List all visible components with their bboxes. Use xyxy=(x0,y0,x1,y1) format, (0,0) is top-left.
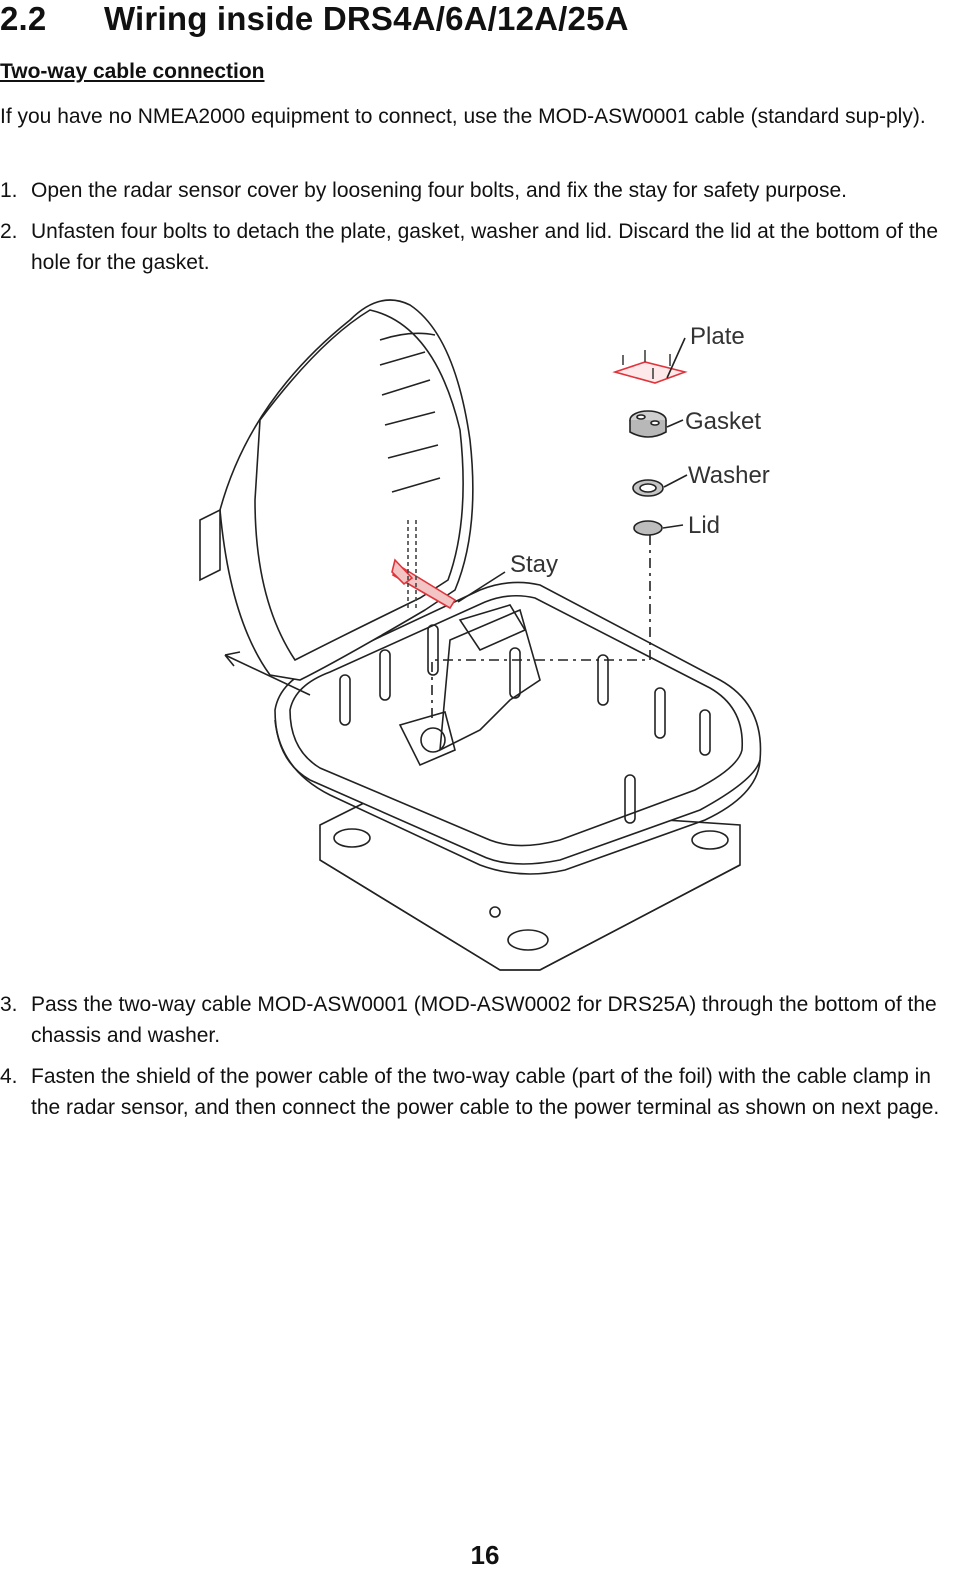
gasket-label: Gasket xyxy=(685,408,762,435)
washer-leader xyxy=(664,475,687,487)
step-item xyxy=(0,1061,965,1123)
step-item xyxy=(0,175,965,206)
section-heading xyxy=(0,0,629,38)
lid-leader xyxy=(663,525,683,528)
washer-part xyxy=(633,480,663,496)
step-item xyxy=(0,216,965,278)
step-text: Open the radar sensor cover by loosening four bolts, and fix the stay for safety purpose. xyxy=(31,179,847,202)
step-number: 1. xyxy=(0,179,18,202)
plate-part xyxy=(615,350,685,383)
step-item xyxy=(0,989,965,1051)
step-number: 3. xyxy=(0,993,18,1016)
radar-sensor-illustration xyxy=(180,280,790,980)
step-text: Fasten the shield of the power cable of the two-way cable (part of the foil) with the cable clamp in the radar sensor, and then connect the power cable to the power terminal as shown on next page. xyxy=(31,1065,940,1119)
intro-paragraph: If you have no NMEA2000 equipment to connect, use the MOD-ASW0001 cable (standard sup-ply). xyxy=(0,105,926,128)
plate-label: Plate xyxy=(690,323,745,350)
lid-label: Lid xyxy=(688,512,721,539)
step-text: Unfasten four bolts to detach the plate, gasket, washer and lid. Discard the lid at the bottom of the hole for the gasket. xyxy=(31,220,939,274)
gasket-leader xyxy=(667,420,683,427)
step-number: 4. xyxy=(0,1065,18,1088)
section-title: Wiring inside DRS4A/6A/12A/25A xyxy=(104,0,629,37)
steps-list-bottom xyxy=(0,989,965,1133)
washer-label: Washer xyxy=(688,462,770,489)
subheading: Two-way cable connection xyxy=(0,60,265,83)
page-number: 16 xyxy=(470,1540,500,1570)
gasket-part xyxy=(630,411,666,437)
step-number: 2. xyxy=(0,220,18,243)
stay-label: Stay xyxy=(510,551,559,578)
section-number: 2.2 xyxy=(0,0,47,37)
steps-list-top xyxy=(0,175,965,288)
step-text: Pass the two-way cable MOD-ASW0001 (MOD-ASW0002 for DRS25A) through the bottom of the chassis and washer. xyxy=(31,993,937,1047)
lid-part xyxy=(634,521,662,535)
